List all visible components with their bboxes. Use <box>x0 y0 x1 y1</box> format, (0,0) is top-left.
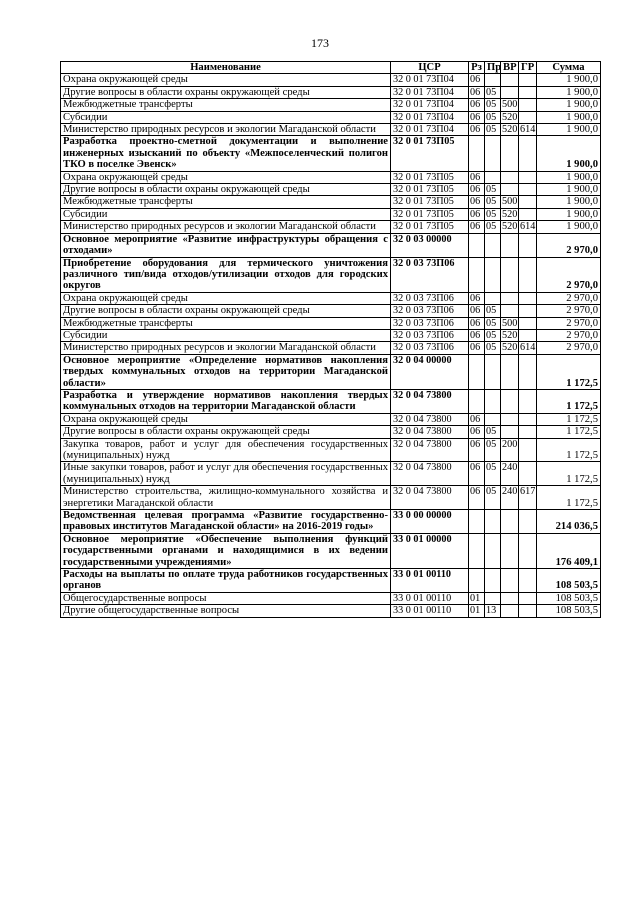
row-vr <box>501 569 519 593</box>
row-csr: 32 0 04 00000 <box>391 354 469 389</box>
row-pr <box>485 74 501 86</box>
row-gr: 614 <box>520 221 536 233</box>
row-sum: 1 900,0 <box>537 136 601 171</box>
row-gr <box>519 592 537 604</box>
table-row <box>61 74 601 86</box>
row-sum: 2 970,0 <box>537 233 601 257</box>
row-name: Другие вопросы в области охраны окружающей среды <box>61 426 391 438</box>
row-sum: 1 172,5 <box>537 354 601 389</box>
table-row <box>61 136 601 171</box>
row-sum: 1 172,5 <box>537 413 601 425</box>
row-sum: 1 900,0 <box>537 171 601 183</box>
row-rz: 06 <box>469 438 485 462</box>
row-name: Разработка проектно-сметной документации и выполнение инженерных изысканий по объекту «Межпоселенческий полигон ТКО в поселке Эвенск» <box>61 136 391 171</box>
row-rz <box>469 569 485 593</box>
row-rz: 06 <box>469 99 485 111</box>
row-rz: 06 <box>469 221 485 233</box>
row-gr <box>519 74 537 86</box>
row-rz: 06 <box>469 426 485 438</box>
header-gr: ГР <box>519 62 537 74</box>
row-vr <box>501 533 519 568</box>
row-sum: 1 172,5 <box>537 486 601 510</box>
row-vr: 520 <box>502 208 518 220</box>
row-csr: 32 0 01 73П05 <box>391 196 469 208</box>
row-pr <box>485 592 501 604</box>
row-rz <box>469 354 485 389</box>
table-row <box>61 426 601 438</box>
row-rz: 06 <box>469 184 485 196</box>
row-vr: 240 <box>501 462 519 486</box>
row-vr <box>501 592 519 604</box>
page-number: 173 <box>311 36 329 50</box>
row-sum: 1 172,5 <box>537 389 601 413</box>
row-sum: 214 036,5 <box>537 510 601 534</box>
row-gr: 617 <box>519 486 537 510</box>
table-row <box>61 305 601 317</box>
row-rz: 06 <box>469 317 485 329</box>
row-rz: 06 <box>469 111 485 123</box>
row-pr: 05 <box>485 86 501 98</box>
row-rz <box>469 533 485 568</box>
row-csr: 32 0 01 73П05 <box>391 208 469 220</box>
table-row <box>61 171 601 183</box>
row-rz: 06 <box>469 208 485 220</box>
row-pr <box>485 510 501 534</box>
row-csr: 32 0 01 73П05 <box>391 171 469 183</box>
table-row <box>61 184 601 196</box>
table-row <box>61 569 601 593</box>
row-sum: 2 970,0 <box>537 257 601 292</box>
table-row <box>61 413 601 425</box>
table-row <box>61 329 601 341</box>
table-row <box>61 462 601 486</box>
budget-table <box>60 61 601 618</box>
table-body <box>61 74 601 617</box>
row-name: Другие вопросы в области охраны окружающей среды <box>61 184 391 196</box>
row-name: Основное мероприятие «Определение нормативов накопления твердых коммунальных отходов на территории Магаданской области» <box>61 354 391 389</box>
row-csr: 32 0 04 73800 <box>391 486 469 510</box>
row-gr <box>519 99 537 111</box>
row-csr: 32 0 01 73П04 <box>391 111 469 123</box>
row-rz: 01 <box>469 592 485 604</box>
row-csr: 33 0 01 00000 <box>391 533 469 568</box>
table-row <box>61 342 601 354</box>
row-pr: 05 <box>485 124 501 136</box>
row-name: Субсидии <box>61 329 391 341</box>
row-pr: 05 <box>485 329 501 341</box>
row-csr: 32 0 03 73П06 <box>391 329 469 341</box>
row-vr <box>501 605 519 617</box>
row-vr <box>501 413 519 425</box>
row-vr <box>501 74 519 86</box>
table-row <box>61 86 601 98</box>
row-gr <box>519 196 537 208</box>
row-vr <box>501 86 519 98</box>
row-csr: 32 0 03 73П06 <box>391 305 469 317</box>
row-sum: 1 900,0 <box>537 99 601 111</box>
row-rz <box>469 510 485 534</box>
row-pr <box>485 171 501 183</box>
row-csr: 33 0 00 00000 <box>391 510 469 534</box>
row-pr <box>485 389 501 413</box>
row-name: Межбюджетные трансферты <box>61 317 391 329</box>
row-name: Основное мероприятие «Обеспечение выполнения функций государственными органами и находящимися в их ведении государственными учреждениями» <box>61 533 391 568</box>
row-pr: 05 <box>485 342 501 354</box>
row-vr <box>501 389 519 413</box>
table-row <box>61 438 601 462</box>
row-vr <box>501 136 519 171</box>
row-vr: 520 <box>502 329 518 341</box>
row-rz: 06 <box>469 196 485 208</box>
row-sum: 1 172,5 <box>537 426 601 438</box>
table-row <box>61 605 601 617</box>
table-row <box>61 196 601 208</box>
row-vr <box>501 305 519 317</box>
row-gr <box>519 354 537 389</box>
row-csr: 32 0 01 73П05 <box>391 221 469 233</box>
row-name: Другие общегосударственные вопросы <box>61 605 391 617</box>
row-sum: 1 172,5 <box>537 462 601 486</box>
row-gr: 614 <box>520 124 536 136</box>
row-gr <box>519 426 537 438</box>
table-row <box>61 221 601 233</box>
row-name: Субсидии <box>61 111 391 123</box>
row-csr: 32 0 01 73П05 <box>391 184 469 196</box>
row-csr: 32 0 04 73800 <box>391 426 469 438</box>
table-row <box>61 592 601 604</box>
row-rz: 06 <box>469 342 485 354</box>
row-sum: 1 900,0 <box>537 196 601 208</box>
row-name: Охрана окружающей среды <box>61 74 391 86</box>
row-gr <box>519 111 537 123</box>
row-gr <box>519 510 537 534</box>
row-gr <box>519 233 537 257</box>
row-name: Субсидии <box>61 208 391 220</box>
row-sum: 2 970,0 <box>537 292 601 304</box>
row-gr: 614 <box>520 342 536 354</box>
row-gr <box>519 413 537 425</box>
row-pr: 05 <box>485 438 501 462</box>
table-row <box>61 354 601 389</box>
header-pr: Пр <box>485 62 501 74</box>
row-gr <box>519 305 537 317</box>
row-name: Разработка и утверждение нормативов накопления твердых коммунальных отходов на территории Магаданской области <box>61 389 391 413</box>
row-pr: 05 <box>485 184 501 196</box>
row-sum: 1 900,0 <box>537 208 601 220</box>
row-pr: 05 <box>485 486 501 510</box>
header-csr: ЦСР <box>391 62 469 74</box>
row-sum: 2 970,0 <box>537 317 601 329</box>
table-row <box>61 486 601 510</box>
table-row <box>61 389 601 413</box>
row-csr: 32 0 04 73800 <box>391 413 469 425</box>
row-rz: 06 <box>469 74 485 86</box>
row-rz: 06 <box>469 413 485 425</box>
row-csr: 32 0 01 73П04 <box>391 124 469 136</box>
table-row <box>61 99 601 111</box>
row-name: Приобретение оборудования для термического уничтожения различного тип/вида отходов/утилизации отходов для городских округов <box>61 257 391 292</box>
row-csr: 32 0 01 73П04 <box>391 86 469 98</box>
row-sum: 1 900,0 <box>537 111 601 123</box>
table-row <box>61 317 601 329</box>
row-name: Министерство природных ресурсов и экологии Магаданской области <box>61 221 391 233</box>
table-row <box>61 208 601 220</box>
row-name: Расходы на выплаты по оплате труда работников государственных органов <box>61 569 391 593</box>
row-rz: 06 <box>469 171 485 183</box>
row-rz: 06 <box>469 462 485 486</box>
row-csr: 32 0 03 73П06 <box>391 342 469 354</box>
row-rz <box>469 257 485 292</box>
row-vr: 520 <box>502 221 518 233</box>
table-row <box>61 533 601 568</box>
row-name: Общегосударственные вопросы <box>61 592 391 604</box>
row-rz: 06 <box>469 329 485 341</box>
row-name: Министерство природных ресурсов и экологии Магаданской области <box>61 124 391 136</box>
row-vr: 500 <box>502 317 518 329</box>
row-csr: 32 0 01 73П04 <box>391 99 469 111</box>
table-row <box>61 124 601 136</box>
row-name: Иные закупки товаров, работ и услуг для обеспечения государственных (муниципальных) нужд <box>61 462 391 486</box>
row-csr: 32 0 04 73800 <box>391 438 469 462</box>
row-name: Основное мероприятие «Развитие инфраструктуры обращения с отходами» <box>61 233 391 257</box>
row-pr: 05 <box>485 317 501 329</box>
row-name: Охрана окружающей среды <box>61 171 391 183</box>
row-pr <box>485 413 501 425</box>
row-vr <box>501 292 519 304</box>
row-gr <box>519 438 537 462</box>
row-sum: 1 900,0 <box>537 221 601 233</box>
row-gr <box>519 569 537 593</box>
row-csr: 32 0 03 73П06 <box>391 257 469 292</box>
row-csr: 32 0 03 73П06 <box>391 317 469 329</box>
row-rz: 06 <box>469 486 485 510</box>
row-rz: 06 <box>469 305 485 317</box>
row-csr: 32 0 04 73800 <box>391 389 469 413</box>
row-sum: 1 172,5 <box>537 438 601 462</box>
row-name: Другие вопросы в области охраны окружающей среды <box>61 86 391 98</box>
row-name: Другие вопросы в области охраны окружающей среды <box>61 305 391 317</box>
row-vr: 240 <box>501 486 519 510</box>
row-gr <box>519 257 537 292</box>
row-csr: 32 0 03 00000 <box>391 233 469 257</box>
row-sum: 1 900,0 <box>537 74 601 86</box>
row-vr <box>501 510 519 534</box>
row-sum: 108 503,5 <box>537 605 601 617</box>
row-sum: 1 900,0 <box>537 184 601 196</box>
row-sum: 2 970,0 <box>537 305 601 317</box>
row-pr <box>485 292 501 304</box>
row-gr <box>519 317 537 329</box>
row-rz <box>469 233 485 257</box>
row-pr <box>485 233 501 257</box>
row-name: Межбюджетные трансферты <box>61 99 391 111</box>
row-gr <box>519 533 537 568</box>
row-gr <box>519 389 537 413</box>
row-csr: 32 0 03 73П06 <box>391 292 469 304</box>
row-pr: 05 <box>485 111 501 123</box>
row-gr <box>519 208 537 220</box>
row-sum: 1 900,0 <box>537 86 601 98</box>
row-vr <box>501 171 519 183</box>
row-name: Министерство природных ресурсов и экологии Магаданской области <box>61 342 391 354</box>
row-rz <box>469 136 485 171</box>
table-row <box>61 257 601 292</box>
row-vr <box>501 184 519 196</box>
row-gr <box>519 136 537 171</box>
header-sum: Сумма <box>537 62 601 74</box>
row-pr: 05 <box>485 221 501 233</box>
row-csr: 32 0 01 73П05 <box>391 136 469 171</box>
row-vr <box>501 257 519 292</box>
row-name: Закупка товаров, работ и услуг для обеспечения государственных (муниципальных) нужд <box>61 438 391 462</box>
row-rz: 01 <box>469 605 485 617</box>
row-pr <box>485 569 501 593</box>
row-sum: 108 503,5 <box>537 592 601 604</box>
row-name: Охрана окружающей среды <box>61 413 391 425</box>
table-row <box>61 233 601 257</box>
table-header-row <box>61 62 601 74</box>
row-rz <box>469 389 485 413</box>
row-sum: 108 503,5 <box>537 569 601 593</box>
row-pr: 05 <box>485 426 501 438</box>
row-name: Министерство строительства, жилищно-коммунального хозяйства и энергетики Магаданской области <box>61 486 391 510</box>
header-name: Наименование <box>61 62 391 74</box>
row-gr <box>519 605 537 617</box>
row-pr: 13 <box>485 605 501 617</box>
table-row <box>61 510 601 534</box>
row-vr: 200 <box>501 438 519 462</box>
row-vr: 500 <box>502 99 518 111</box>
row-csr: 33 0 01 00110 <box>391 605 469 617</box>
row-rz: 06 <box>469 86 485 98</box>
table-row <box>61 292 601 304</box>
header-rz: Рз <box>469 62 485 74</box>
row-csr: 32 0 01 73П04 <box>391 74 469 86</box>
row-gr <box>519 171 537 183</box>
row-rz: 06 <box>469 292 485 304</box>
row-gr <box>519 329 537 341</box>
row-vr: 520 <box>502 111 518 123</box>
row-pr <box>485 136 501 171</box>
row-csr: 33 0 01 00110 <box>391 569 469 593</box>
row-pr: 05 <box>485 305 501 317</box>
row-vr <box>501 354 519 389</box>
row-rz: 06 <box>469 124 485 136</box>
row-pr <box>485 257 501 292</box>
table-row <box>61 111 601 123</box>
row-csr: 33 0 01 00110 <box>391 592 469 604</box>
row-vr: 500 <box>502 196 518 208</box>
row-gr <box>519 462 537 486</box>
row-pr: 05 <box>485 462 501 486</box>
row-pr: 05 <box>485 196 501 208</box>
row-pr <box>485 354 501 389</box>
row-vr: 520 <box>502 124 518 136</box>
row-gr <box>519 86 537 98</box>
row-sum: 1 900,0 <box>537 124 601 136</box>
row-sum: 2 970,0 <box>537 329 601 341</box>
row-pr <box>485 533 501 568</box>
row-vr <box>501 426 519 438</box>
row-csr: 32 0 04 73800 <box>391 462 469 486</box>
row-pr: 05 <box>485 208 501 220</box>
row-name: Межбюджетные трансферты <box>61 196 391 208</box>
row-vr: 520 <box>502 342 518 354</box>
row-sum: 176 409,1 <box>537 533 601 568</box>
row-name: Охрана окружающей среды <box>61 292 391 304</box>
row-name: Ведомственная целевая программа «Развитие государственно-правовых институтов Магаданской области» на 2016-2019 годы» <box>61 510 391 534</box>
row-sum: 2 970,0 <box>537 342 601 354</box>
row-pr: 05 <box>485 99 501 111</box>
row-vr <box>501 233 519 257</box>
row-gr <box>519 184 537 196</box>
header-vr: ВР <box>501 62 519 74</box>
row-gr <box>519 292 537 304</box>
